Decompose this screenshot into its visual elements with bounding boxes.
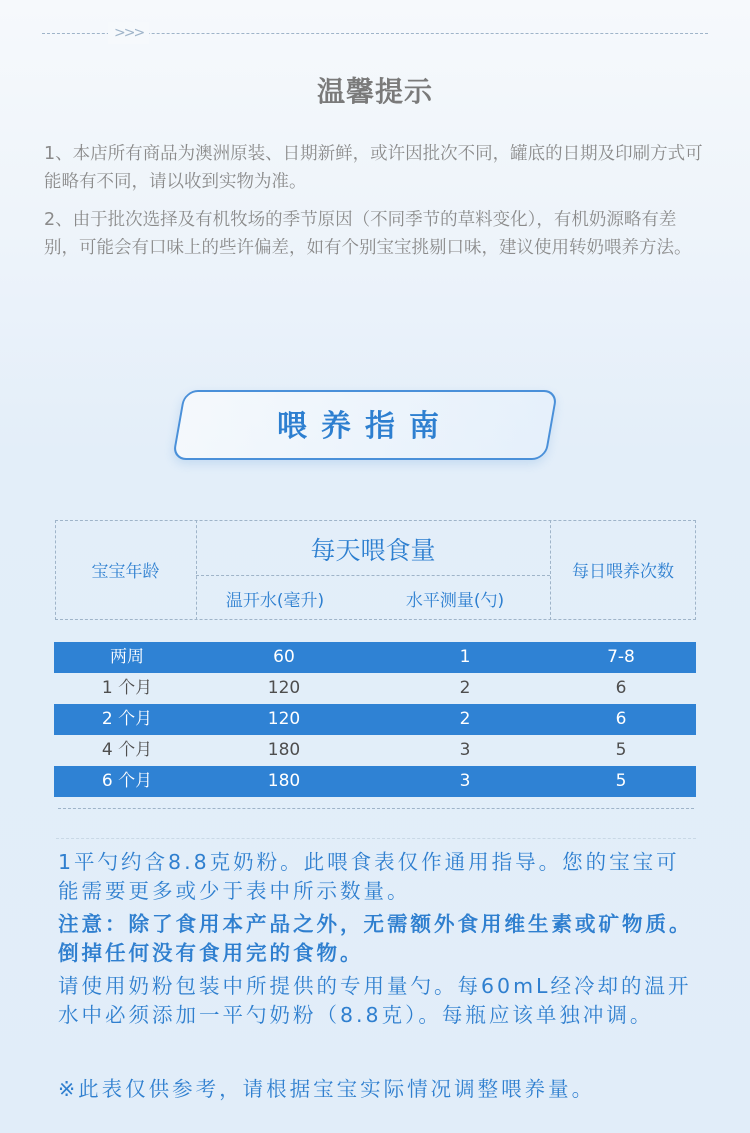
cell-times: 6: [615, 678, 627, 698]
table-row: [54, 735, 696, 766]
cell-water: 120: [267, 678, 301, 698]
cell-scoop: 1: [459, 647, 471, 667]
cell-scoop: 2: [459, 678, 471, 698]
header-times: 每日喂养次数: [572, 562, 674, 582]
chevron-arrows-icon: >>>: [108, 22, 149, 44]
note-disclaimer: ※此表仅供参考，请根据宝宝实际情况调整喂养量。: [58, 1077, 596, 1101]
header-water: 温开水(毫升): [225, 591, 325, 611]
header-daily-amount: 每天喂食量: [310, 536, 436, 565]
cell-scoop: 2: [459, 709, 471, 729]
notice-title: 温馨提示: [316, 75, 433, 108]
header-age: 宝宝年龄: [91, 562, 160, 582]
cell-scoop: 3: [459, 771, 471, 791]
cell-water: 120: [267, 709, 301, 729]
cell-times: 5: [615, 740, 627, 760]
cell-age: 两周: [110, 647, 144, 667]
header-scoop: 水平测量(勺): [405, 591, 505, 611]
feeding-table-body: [54, 642, 696, 797]
cell-times: 6: [615, 709, 627, 729]
cell-water: 60: [273, 647, 295, 667]
cell-age: 4 个月: [101, 740, 153, 760]
table-bottom-divider: [58, 808, 694, 809]
notice-item-1: 1、本店所有商品为澳洲原装、日期新鲜，或许因批次不同，罐底的日期及印刷方式可能略有不同，请以收到实物为准。: [44, 144, 703, 192]
cell-age: 2 个月: [101, 709, 153, 729]
cell-water: 180: [267, 740, 301, 760]
header-divider: [196, 575, 550, 576]
table-row: [54, 673, 696, 704]
cell-times: 5: [615, 771, 627, 791]
cell-age: 1 个月: [101, 678, 153, 698]
note-scoop-info: 1平勺约含8.8克奶粉。此喂食表仅作通用指导。您的宝宝可能需要更多或少于表中所示数量。: [58, 850, 680, 903]
cell-water: 180: [267, 771, 301, 791]
cell-scoop: 3: [459, 740, 471, 760]
note-preparation: 请使用奶粉包装中所提供的专用量勺。每60mL经冷却的温开水中必须添加一平勺奶粉（8.8克）。每瓶应该单独冲调。: [58, 974, 692, 1027]
table-row: [54, 704, 696, 735]
note-warning: 注意：除了食用本产品之外，无需额外食用维生素或矿物质。倒掉任何没有食用完的食物。: [58, 912, 693, 965]
table-row: [54, 642, 696, 673]
cell-times: 7-8: [607, 647, 635, 667]
notes-divider: [56, 838, 696, 839]
notice-item-2: 2、由于批次选择及有机牧场的季节原因（不同季节的草料变化），有机奶源略有差别，可能会有口味上的些许偏差，如有个别宝宝挑剔口味，建议使用转奶喂养方法。: [44, 210, 692, 258]
table-row: [54, 766, 696, 797]
cell-age: 6 个月: [101, 771, 153, 791]
guide-title: 喂养指南: [277, 409, 453, 444]
